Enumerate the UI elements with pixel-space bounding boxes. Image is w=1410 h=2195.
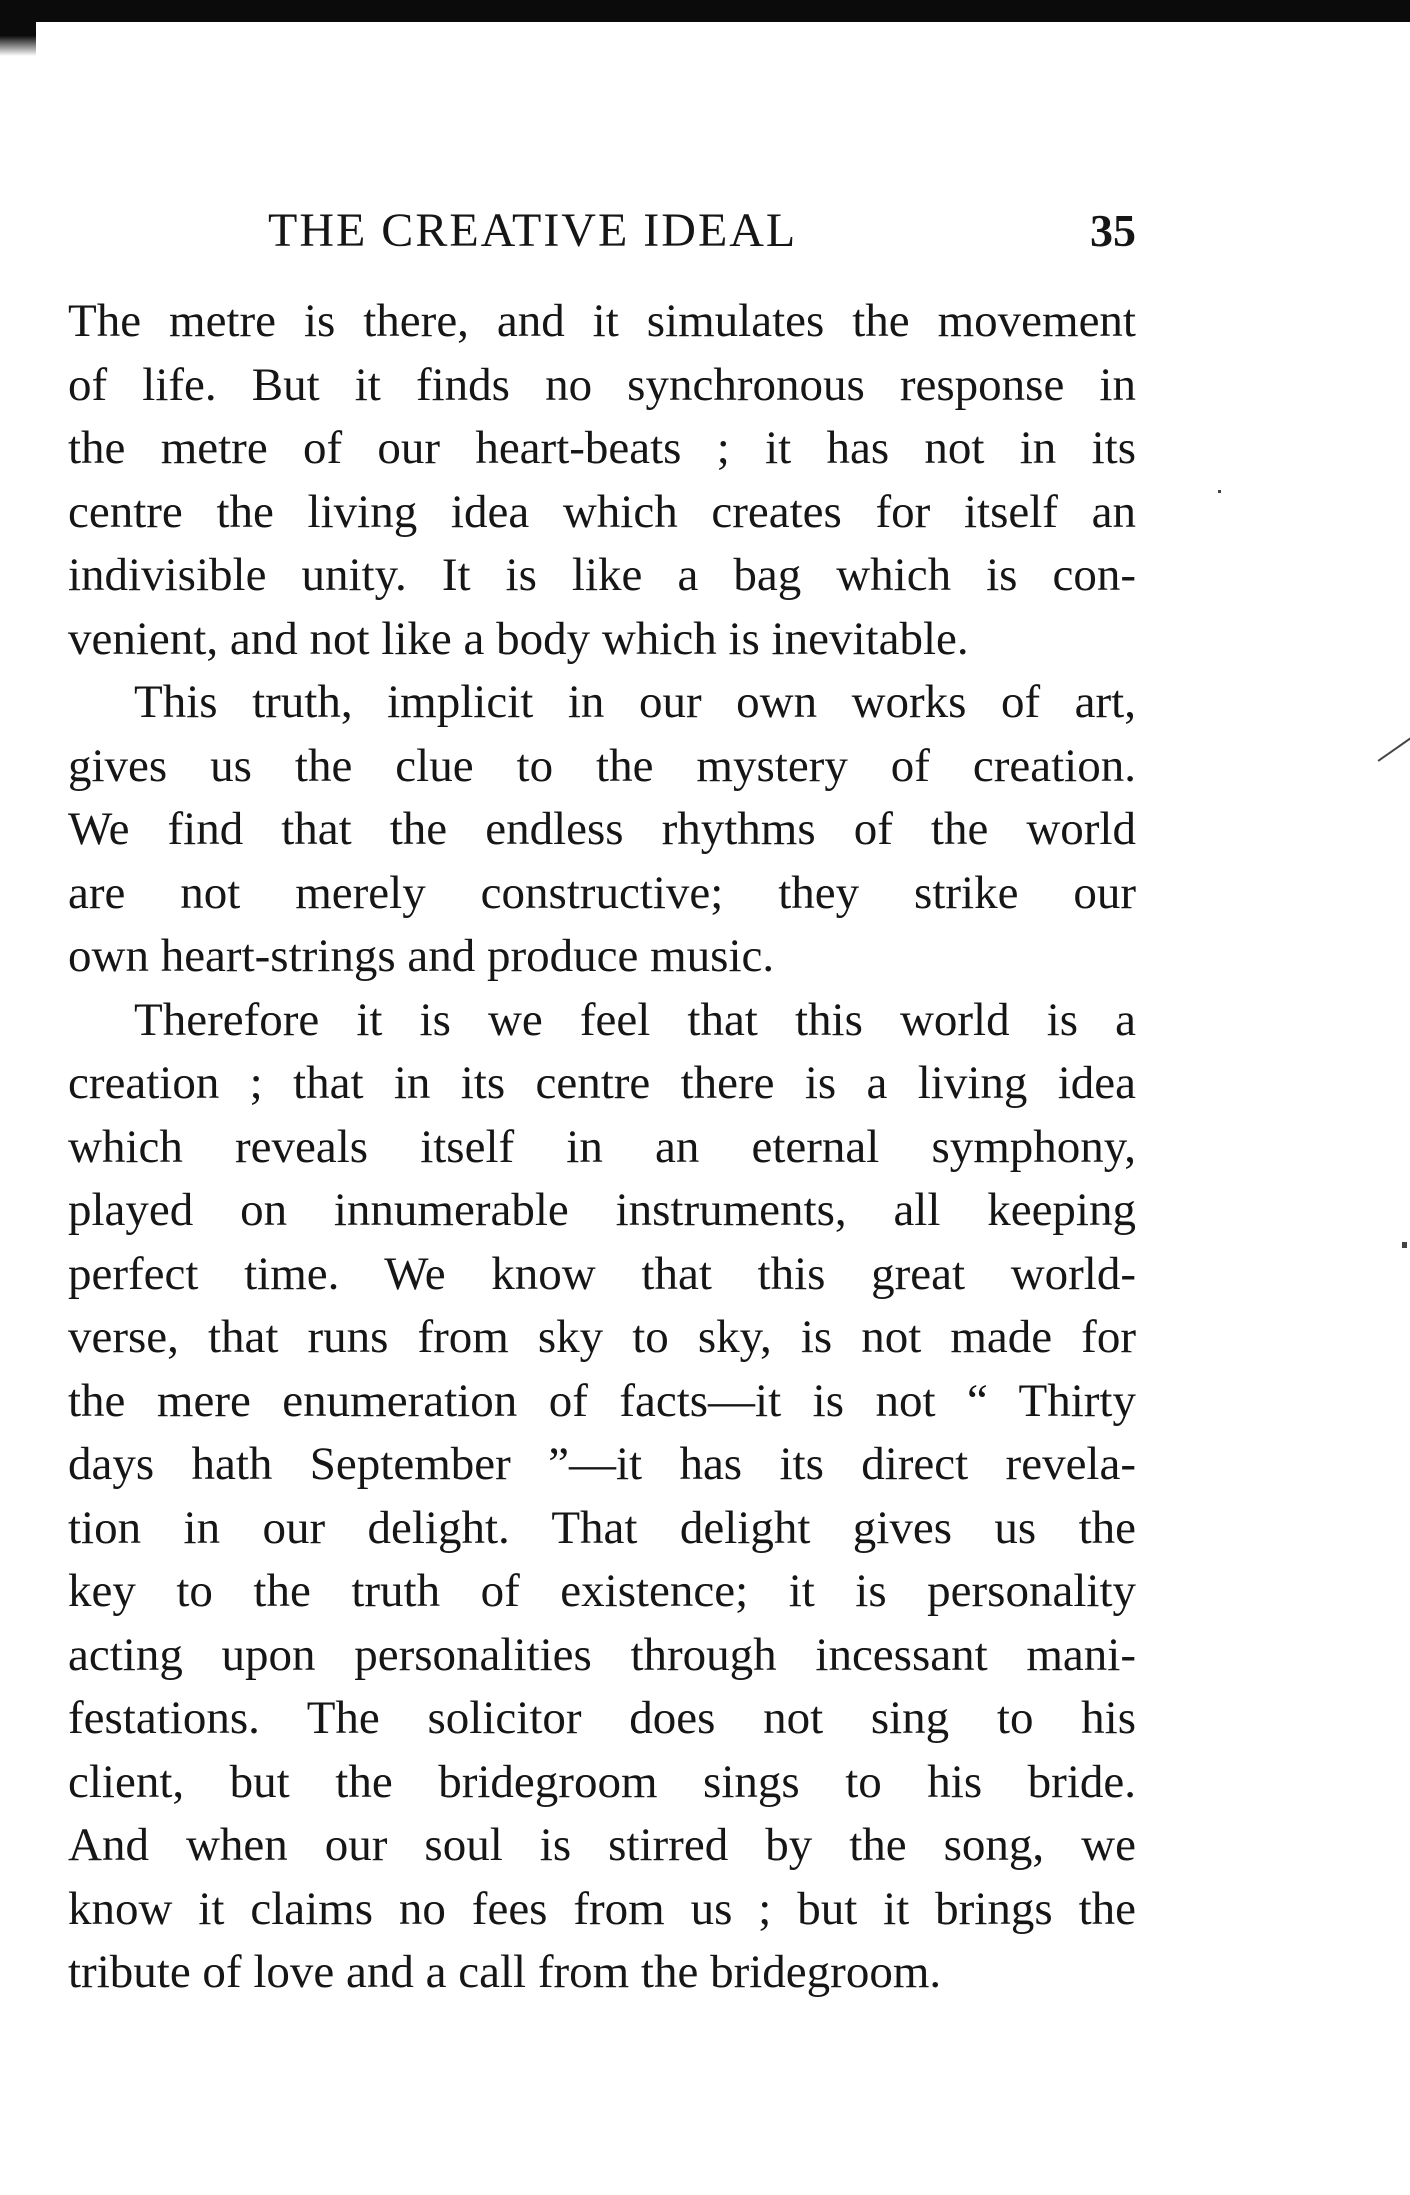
text-line: We find that the endless rhythms of the world (68, 803, 1136, 855)
text-line: The metre is there, and it simulates the movement (68, 295, 1136, 347)
margin-mark (1378, 734, 1410, 762)
text-line: tribute of love and a call from the bridegroom. (68, 1946, 942, 1998)
text-line: perfect time. We know that this great world- (68, 1247, 1136, 1300)
margin-mark (1218, 490, 1221, 493)
text-line: of life. But it finds no synchronous response in (68, 358, 1136, 411)
text-line: verse, that runs from sky to sky, is not made for (68, 1311, 1136, 1363)
text-line: the mere enumeration of facts—it is not “ Thirty (68, 1374, 1136, 1427)
text-line: acting upon personalities through incessant mani- (68, 1628, 1136, 1681)
page-top-edge (0, 0, 1410, 22)
text-line: are not merely constructive; they strike our (68, 866, 1136, 919)
text-line: centre the living idea which creates for itself an (68, 485, 1136, 538)
text-line: This truth, implicit in our own works of art, (134, 676, 1136, 728)
text-line: venient, and not like a body which is inevitable. (68, 612, 969, 665)
text-line: creation ; that in its centre there is a living idea (68, 1057, 1136, 1109)
body-text (68, 290, 1136, 2005)
text-line: played on innumerable instruments, all keeping (68, 1184, 1136, 1236)
page-number: 35 (1090, 205, 1136, 256)
text-line: which reveals itself in an eternal symphony, (68, 1120, 1136, 1173)
text-line: days hath September ”—it has its direct revela- (68, 1438, 1136, 1490)
text-line: own heart-strings and produce music. (68, 930, 775, 982)
text-line: festations. The solicitor does not sing to his (68, 1692, 1136, 1744)
running-head (68, 196, 1136, 266)
text-line: the metre of our heart-beats ; it has not in its (68, 422, 1136, 474)
text-line: know it claims no fees from us ; but it brings the (68, 1882, 1136, 1935)
text-line: Therefore it is we feel that this world is a (134, 993, 1136, 1046)
text-line: key to the truth of existence; it is personality (68, 1565, 1136, 1617)
text-line: indivisible unity. It is like a bag which is con- (68, 549, 1136, 601)
text-line: tion in our delight. That delight gives us the (68, 1501, 1136, 1554)
text-line: client, but the bridegroom sings to his bride. (68, 1755, 1136, 1808)
text-line: gives us the clue to the mystery of creation. (68, 739, 1136, 792)
margin-mark (1402, 1242, 1407, 1248)
text-line: And when our soul is stirred by the song, we (68, 1819, 1136, 1871)
running-head-title: THE CREATIVE IDEAL (268, 204, 798, 257)
